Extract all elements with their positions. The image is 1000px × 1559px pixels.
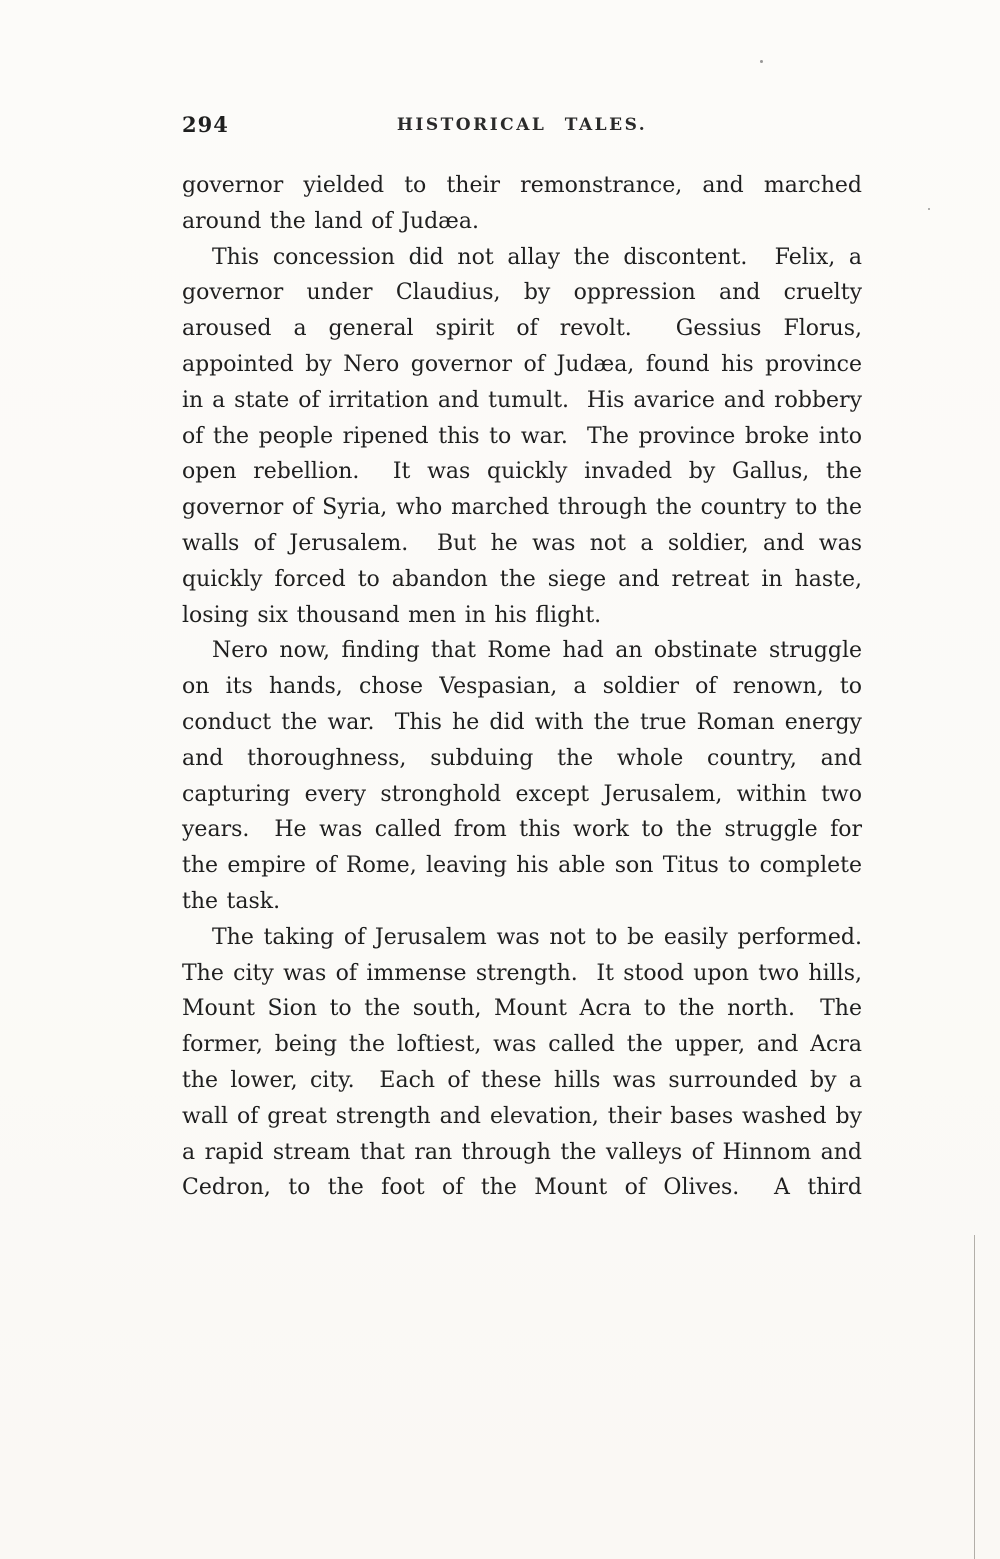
paragraph: The taking of Jerusalem was not to be easily performed. The city was of immense strength. It stood upon two hills, Mount Sion to the south, Mount Acra to the north. The former, being the loftiest, was called the upper, and Acra the lower, city. Each of these hills was surrounded by a wall of great strength and elevation, their bases washed by a rapid stream that ran through the valleys of Hinnom and Cedron, to the foot of the Mount of Olives. A third [182, 924, 879, 1201]
paragraph: governor yielded to their remonstrance, and marched around the land of Judæa. [182, 173, 871, 234]
page-number: 294 [182, 112, 229, 137]
running-title: HISTORICAL TALES. [396, 115, 648, 135]
page-header [182, 112, 862, 142]
body-text [182, 168, 879, 1206]
scan-speck [928, 208, 930, 210]
text-block [182, 112, 879, 1206]
paragraph: Nero now, finding that Rome had an obstinate struggle on its hands, chose Vespasian, a soldier of renown, to conduct the war. This he did with the true Roman energy and thoroughness, subduing the whole country, and capturing every stronghold except Jerusalem, within two years. He was called from this work to the struggle for the empire of Rome, leaving his able son Titus to complete the task. [182, 638, 871, 914]
paragraph: This concession did not allay the discontent. Felix, a governor under Claudius, by oppression and cruelty aroused a general spirit of revolt. Gessius Florus, appointed by Nero governor of Judæa, found his province in a state of irritation and tumult. His avarice and robbery of the people ripened this to war. The province broke into open rebellion. It was quickly invaded by Gallus, the governor of Syria, who marched through the country to the walls of Jerusalem. But he was not a soldier, and was quickly forced to abandon the siege and retreat in haste, losing six thousand men in his flight. [182, 244, 871, 628]
scan-speck [760, 60, 763, 63]
scan-artifact-line [974, 1235, 975, 1559]
